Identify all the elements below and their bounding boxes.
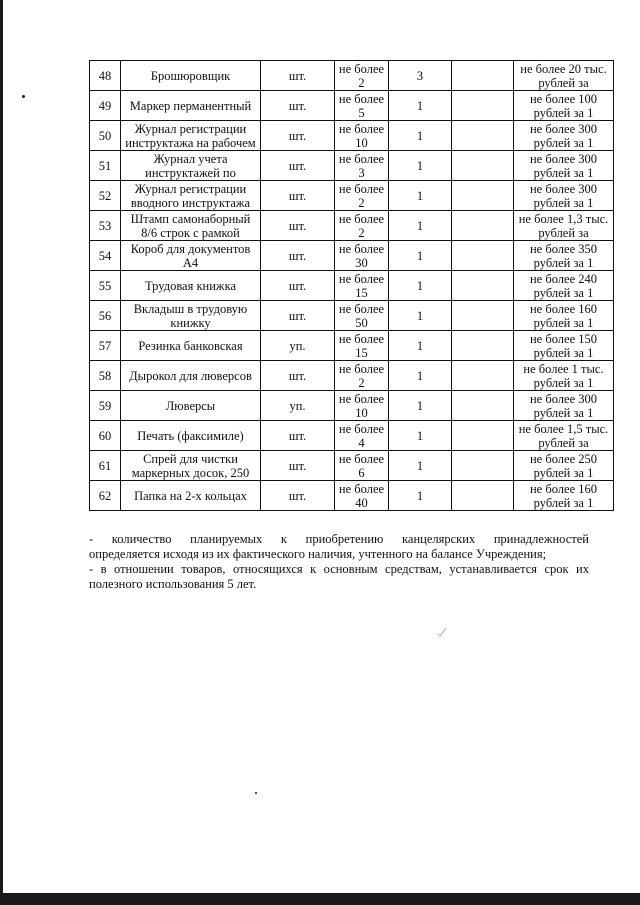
item-name — [121, 301, 261, 331]
item-name-line: Вкладыш в трудовую — [133, 301, 248, 316]
table-row — [90, 301, 614, 331]
term: 1 — [389, 211, 452, 241]
supplies-table — [89, 60, 614, 511]
price-limit — [514, 91, 614, 121]
item-name-line: Журнал регистрации — [134, 181, 247, 196]
row-number: 50 — [90, 121, 121, 151]
quantity-line: 10 — [355, 135, 368, 150]
price-line: не более 100 — [529, 91, 598, 106]
item-name — [121, 481, 261, 511]
unit: шт. — [261, 181, 335, 211]
item-name-line: Брошюровщик — [150, 68, 231, 83]
term: 1 — [389, 181, 452, 211]
item-name-line: книжку — [170, 315, 211, 330]
quantity — [335, 151, 389, 181]
item-name — [121, 91, 261, 121]
price-limit — [514, 481, 614, 511]
price-line: рублей за 1 — [533, 495, 594, 510]
unit: шт. — [261, 421, 335, 451]
unit: шт. — [261, 271, 335, 301]
quantity-line: не более — [338, 121, 385, 136]
empty-cell — [452, 121, 514, 151]
item-name-line: маркерных досок, 250 — [131, 465, 250, 480]
unit: шт. — [261, 241, 335, 271]
item-name-line: Маркер перманентный — [129, 98, 252, 113]
notes-block — [89, 532, 589, 592]
price-limit — [514, 241, 614, 271]
price-line: рублей за 1 — [533, 105, 594, 120]
scan-left-edge — [0, 0, 3, 905]
item-name-line: Резинка банковская — [138, 338, 243, 353]
price-limit — [514, 61, 614, 91]
quantity-line: не более — [338, 331, 385, 346]
quantity-line: 6 — [358, 465, 365, 480]
item-name — [121, 151, 261, 181]
price-line: не более 250 — [529, 451, 598, 466]
term: 1 — [389, 481, 452, 511]
quantity-line: не более — [338, 271, 385, 286]
price-line: не более 350 — [529, 241, 598, 256]
term: 1 — [389, 451, 452, 481]
price-limit — [514, 151, 614, 181]
quantity — [335, 121, 389, 151]
term: 1 — [389, 391, 452, 421]
quantity — [335, 271, 389, 301]
quantity — [335, 361, 389, 391]
price-line: рублей за 1 — [533, 375, 594, 390]
item-name-line: вводного инструктажа — [130, 195, 251, 210]
empty-cell — [452, 61, 514, 91]
empty-cell — [452, 331, 514, 361]
empty-cell — [452, 91, 514, 121]
item-name-line: 8/6 строк с рамкой — [141, 225, 240, 240]
item-name-line: Папка на 2-х кольцах — [134, 488, 247, 503]
table-row — [90, 391, 614, 421]
table-row — [90, 331, 614, 361]
term: 1 — [389, 421, 452, 451]
table-row — [90, 181, 614, 211]
term: 1 — [389, 271, 452, 301]
unit: уп. — [261, 331, 335, 361]
price-limit — [514, 121, 614, 151]
row-number: 59 — [90, 391, 121, 421]
unit: уп. — [261, 391, 335, 421]
row-number: 61 — [90, 451, 121, 481]
empty-cell — [452, 271, 514, 301]
quantity-line: 3 — [358, 165, 365, 180]
quantity-line: не более — [338, 61, 385, 76]
table-row — [90, 421, 614, 451]
row-number: 49 — [90, 91, 121, 121]
quantity-line: не более — [338, 481, 385, 496]
quantity — [335, 481, 389, 511]
item-name-line: Трудовая книжка — [145, 278, 236, 293]
quantity — [335, 331, 389, 361]
row-number: 55 — [90, 271, 121, 301]
quantity — [335, 181, 389, 211]
row-number: 62 — [90, 481, 121, 511]
row-number: 48 — [90, 61, 121, 91]
quantity-line: 30 — [355, 255, 368, 270]
quantity-line: не более — [338, 181, 385, 196]
item-name-line: Дырокол для люверсов — [129, 368, 252, 383]
scan-speck — [255, 792, 257, 794]
table-row — [90, 361, 614, 391]
item-name — [121, 271, 261, 301]
quantity-line: 2 — [358, 225, 365, 240]
empty-cell — [452, 451, 514, 481]
price-line: рублей за 1 — [533, 405, 594, 420]
empty-cell — [452, 181, 514, 211]
price-line: не более 300 — [529, 121, 598, 136]
row-number: 54 — [90, 241, 121, 271]
empty-cell — [452, 361, 514, 391]
term: 1 — [389, 331, 452, 361]
price-line: рублей за 1 — [533, 345, 594, 360]
unit: шт. — [261, 61, 335, 91]
quantity-line: не более — [338, 91, 385, 106]
quantity-line: не более — [338, 301, 385, 316]
quantity-line: 10 — [355, 405, 368, 420]
quantity-line: 40 — [355, 495, 368, 510]
row-number: 57 — [90, 331, 121, 361]
term: 1 — [389, 241, 452, 271]
empty-cell — [452, 391, 514, 421]
quantity-line: не более — [338, 421, 385, 436]
quantity — [335, 61, 389, 91]
item-name-line: Печать (факсимиле) — [137, 428, 244, 443]
price-limit — [514, 271, 614, 301]
quantity-line: 50 — [355, 315, 368, 330]
unit: шт. — [261, 121, 335, 151]
unit: шт. — [261, 91, 335, 121]
quantity-line: не более — [338, 391, 385, 406]
price-line: не более 300 — [529, 181, 598, 196]
quantity-line: не более — [338, 211, 385, 226]
unit: шт. — [261, 361, 335, 391]
price-line: рублей за — [538, 75, 589, 90]
unit: шт. — [261, 151, 335, 181]
quantity-line: не более — [338, 361, 385, 376]
price-line: рублей за 1 — [533, 255, 594, 270]
empty-cell — [452, 211, 514, 241]
item-name-line: Штамп самонаборный — [130, 211, 251, 226]
price-line: рублей за 1 — [533, 465, 594, 480]
note-line-2: определяется исходя из их фактического наличия, учтенного на балансе Учреждения; — [89, 547, 547, 561]
quantity-line: 2 — [358, 375, 365, 390]
price-limit — [514, 361, 614, 391]
quantity-line: не более — [338, 151, 385, 166]
term: 1 — [389, 91, 452, 121]
item-name-line: инструктажей по — [145, 165, 236, 180]
table-row — [90, 451, 614, 481]
quantity-line: 4 — [358, 435, 365, 450]
item-name-line: Короб для документов — [130, 241, 251, 256]
table-row — [90, 121, 614, 151]
item-name — [121, 241, 261, 271]
price-limit — [514, 391, 614, 421]
quantity — [335, 391, 389, 421]
item-name — [121, 391, 261, 421]
quantity — [335, 241, 389, 271]
item-name — [121, 361, 261, 391]
scan-bottom-edge — [0, 893, 640, 905]
price-line: не более 150 — [529, 331, 598, 346]
price-limit — [514, 451, 614, 481]
price-limit — [514, 331, 614, 361]
table-row — [90, 481, 614, 511]
price-line: не более 240 — [529, 271, 598, 286]
unit: шт. — [261, 301, 335, 331]
price-limit — [514, 421, 614, 451]
term: 1 — [389, 301, 452, 331]
item-name-line: А4 — [182, 255, 199, 270]
note-line-4: полезного использования 5 лет. — [89, 577, 257, 591]
quantity — [335, 301, 389, 331]
quantity-line: 5 — [358, 105, 365, 120]
price-line: не более 300 — [529, 391, 598, 406]
item-name — [121, 121, 261, 151]
supplies-table-body — [90, 61, 614, 511]
empty-cell — [452, 241, 514, 271]
price-limit — [514, 181, 614, 211]
item-name — [121, 61, 261, 91]
price-line: рублей за 1 — [533, 165, 594, 180]
table-row — [90, 91, 614, 121]
empty-cell — [452, 301, 514, 331]
quantity-line: 2 — [358, 75, 365, 90]
quantity-line: 15 — [355, 285, 368, 300]
quantity — [335, 451, 389, 481]
table-row — [90, 271, 614, 301]
price-line: не более 160 — [529, 481, 598, 496]
empty-cell — [452, 151, 514, 181]
term: 1 — [389, 151, 452, 181]
note-line-1: - количество планируемых к приобретению канцелярских принадлежностей — [89, 532, 589, 546]
item-name-line: Журнал учета — [153, 151, 228, 166]
item-name — [121, 331, 261, 361]
quantity — [335, 211, 389, 241]
row-number: 58 — [90, 361, 121, 391]
row-number: 60 — [90, 421, 121, 451]
item-name — [121, 211, 261, 241]
term: 1 — [389, 361, 452, 391]
row-number: 53 — [90, 211, 121, 241]
unit: шт. — [261, 211, 335, 241]
row-number: 56 — [90, 301, 121, 331]
quantity-line: 2 — [358, 195, 365, 210]
price-line: не более 1,5 тыс. — [518, 421, 609, 436]
price-line: не более 20 тыс. — [520, 61, 607, 76]
price-line: не более 300 — [529, 151, 598, 166]
table-row — [90, 61, 614, 91]
item-name — [121, 421, 261, 451]
price-line: не более 1 тыс. — [523, 361, 604, 376]
item-name — [121, 181, 261, 211]
term: 3 — [389, 61, 452, 91]
table-row — [90, 241, 614, 271]
price-line: рублей за — [538, 225, 589, 240]
quantity-line: не более — [338, 451, 385, 466]
row-number: 51 — [90, 151, 121, 181]
quantity-line: не более — [338, 241, 385, 256]
pencil-tick-mark — [437, 627, 447, 637]
table-row — [90, 151, 614, 181]
quantity-line: 15 — [355, 345, 368, 360]
row-number: 52 — [90, 181, 121, 211]
price-limit — [514, 211, 614, 241]
item-name-line: Люверсы — [165, 398, 216, 413]
scan-speck — [22, 95, 25, 98]
price-limit — [514, 301, 614, 331]
price-line: рублей за 1 — [533, 315, 594, 330]
quantity — [335, 91, 389, 121]
term: 1 — [389, 121, 452, 151]
price-line: рублей за 1 — [533, 195, 594, 210]
unit: шт. — [261, 451, 335, 481]
price-line: рублей за 1 — [533, 285, 594, 300]
unit: шт. — [261, 481, 335, 511]
item-name-line: Журнал регистрации — [134, 121, 247, 136]
table-row — [90, 211, 614, 241]
empty-cell — [452, 481, 514, 511]
empty-cell — [452, 421, 514, 451]
price-line: не более 160 — [529, 301, 598, 316]
price-line: рублей за 1 — [533, 135, 594, 150]
price-line: рублей за — [538, 435, 589, 450]
note-line-3: - в отношении товаров, относящихся к основным средствам, устанавливается срок их — [89, 562, 589, 576]
quantity — [335, 421, 389, 451]
item-name-line: Спрей для чистки — [143, 451, 238, 466]
price-line: не более 1,3 тыс. — [518, 211, 609, 226]
item-name-line: инструктажа на рабочем — [125, 135, 256, 150]
item-name — [121, 451, 261, 481]
